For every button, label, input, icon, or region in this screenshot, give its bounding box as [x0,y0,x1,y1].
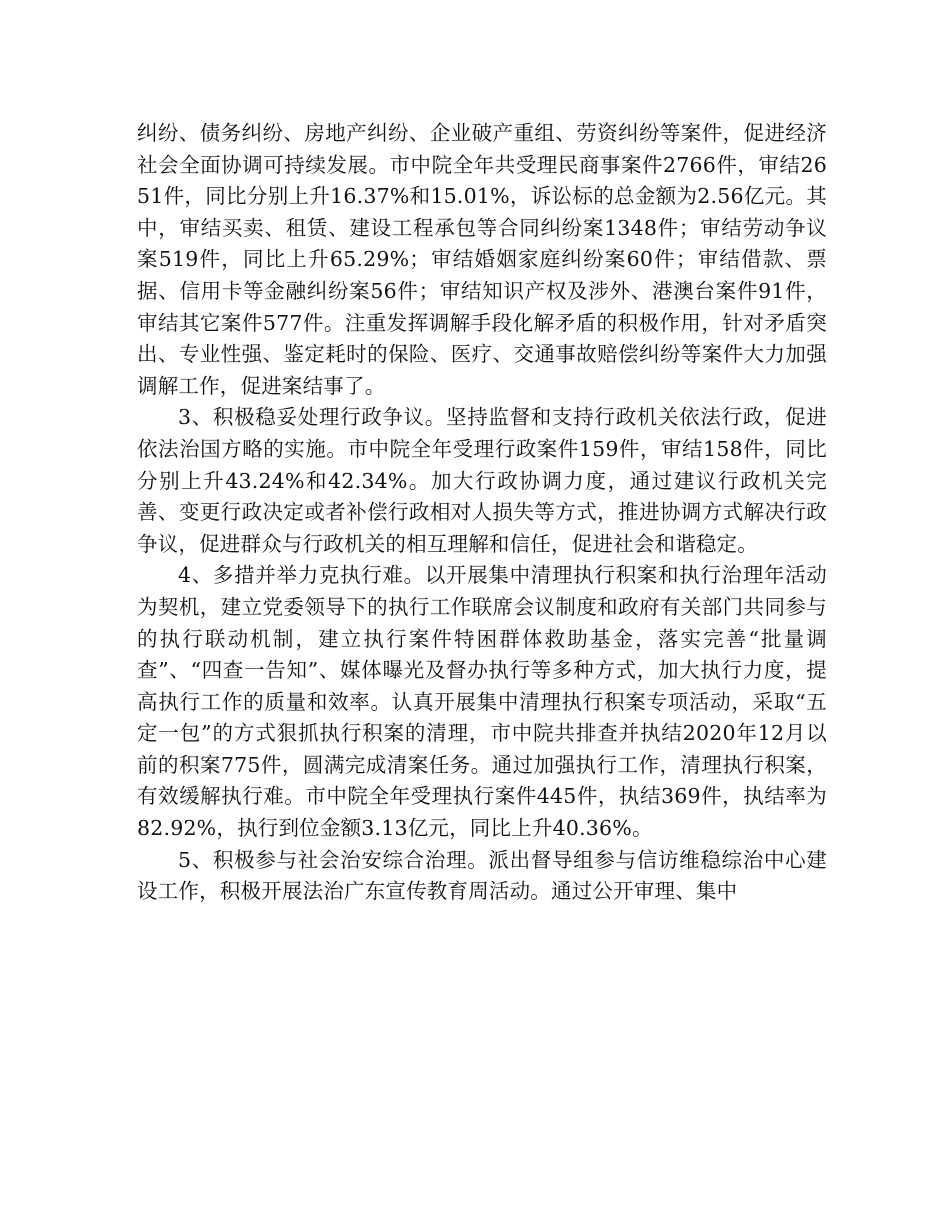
paragraph-enforcement-difficulty: 4、多措并举力克执行难。以开展集中清理执行积案和执行治理年活动为契机，建立党委领导下的执行工作联席会议制度和政府有关部门共同参与的执行联动机制，建立执行案件特困群体救助基金，落实完善“批量调查”、“四查一告知”、媒体曝光及督办执行等多种方式，加大执行力度，提高执行工作的质量和效率。认真开展集中清理执行积案专项活动，采取“五定一包”的方式狠抓执行积案的清理，市中院共排查并执结2020年12月以前的积案775件，圆满完成清案任务。通过加强执行工作，清理执行积案，有效缓解执行难。市中院全年受理执行案件445件，执结369件，执结率为82.92%，执行到位金额3.13亿元，同比上升40.36%。 [137,563,827,841]
paragraph-civil-commercial-cases: 纠纷、债务纠纷、房地产纠纷、企业破产重组、劳资纠纷等案件，促进经济社会全面协调可持续发展。市中院全年共受理民商事案件2766件，审结2651件，同比分别上升16.37%和15.01%，诉讼标的总金额为2.56亿元。其中，审结买卖、租赁、建设工程承包等合同纠纷案1348件；审结劳动争议案519件，同比上升65.29%；审结婚姻家庭纠纷案60件；审结借款、票据、信用卡等金融纠纷案56件；审结知识产权及涉外、港澳台案件91件，审结其它案件577件。注重发挥调解手段化解矛盾的积极作用，针对矛盾突出、专业性强、鉴定耗时的保险、医疗、交通事故赔偿纠纷等案件大力加强调解工作，促进案结事了。 [137,121,827,398]
paragraph-administrative-disputes: 3、积极稳妥处理行政争议。坚持监督和支持行政机关依法行政，促进依法治国方略的实施。市中院全年受理行政案件159件，审结158件，同比分别上升43.24%和42.34%。加大行政协调力度，通过建议行政机关完善、变更行政决定或者补偿行政相对人损失等方式，推进协调方式解决行政争议，促进群众与行政机关的相互理解和信任，促进社会和谐稳定。 [137,405,827,556]
document-body [137,118,827,908]
paragraph-public-security-governance: 5、积极参与社会治安综合治理。派出督导组参与信访维稳综治中心建设工作，积极开展法治广东宣传教育周活动。通过公开审理、集中 [137,847,827,904]
